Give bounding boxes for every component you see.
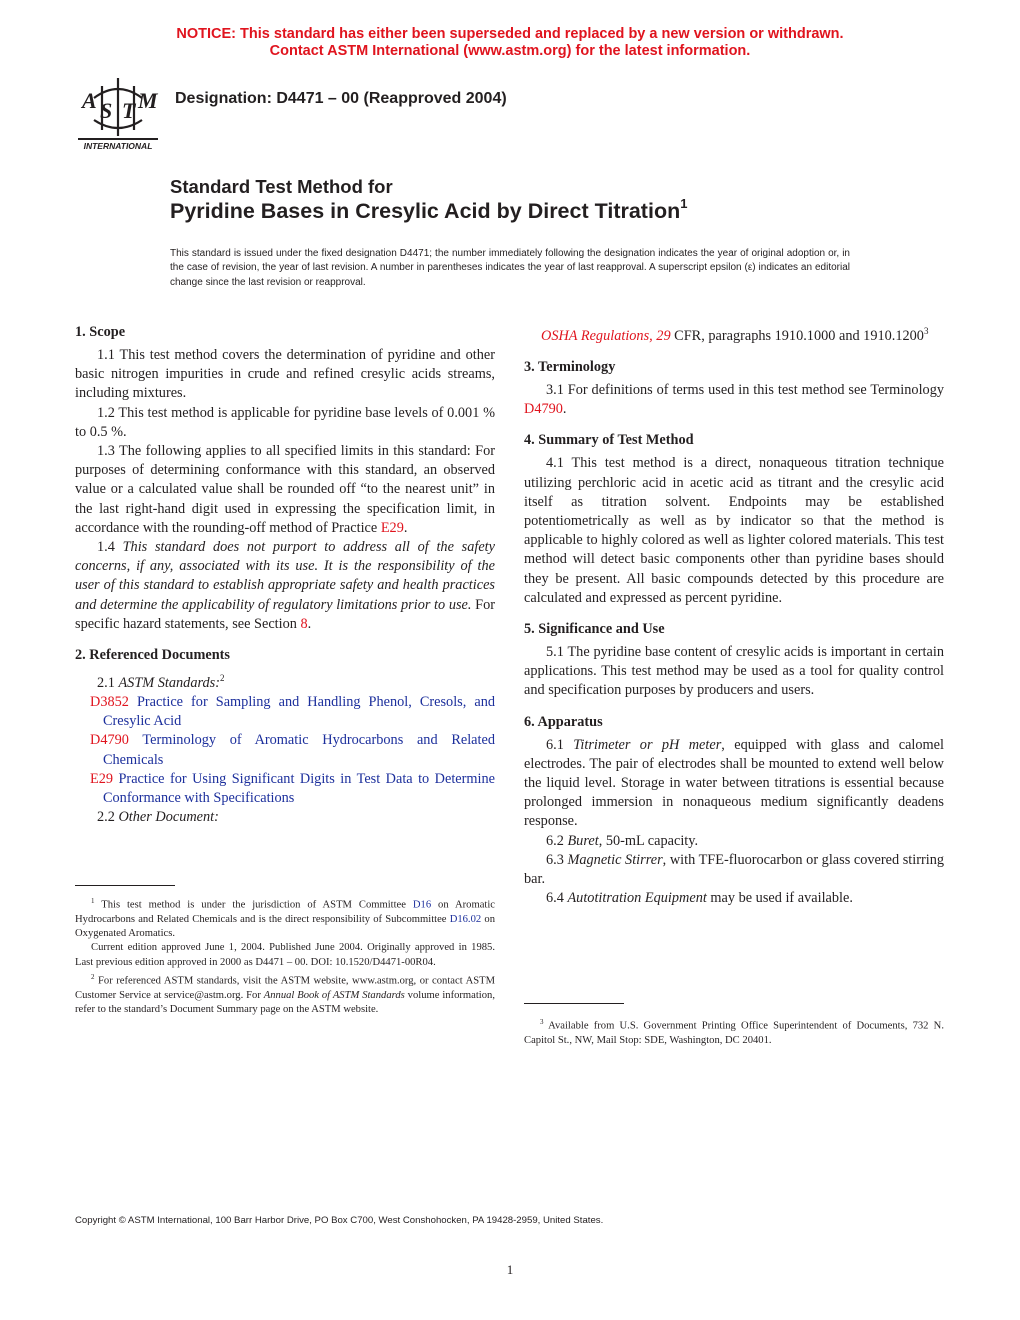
- para-6-3-rest: , with TFE-fluorocarbon or glass covered stirring bar.: [524, 851, 944, 888]
- ref-item: [75, 731, 495, 769]
- footnote-2: [75, 970, 495, 1017]
- para-3-1-text: 3.1 For definitions of terms used in this test method see Terminology: [546, 381, 944, 398]
- para-1-4-italic: This standard does not purport to address all of the safety concerns, if any, associated with its use. It is the responsibility of the user of this standard to establish appropriate safety and health practices and determine the applicability of regulatory limitations prior to use.: [75, 539, 495, 613]
- para-1-3-text: 1.3 The following applies to all specified limits in this standard: For purposes of determining conformance with this standard, an observed value or a calculated value shall be rounded off “to the nearest unit” in the last right-hand digit used in expressing the specification limit, in accordance with the rounding-off method of Practice: [75, 443, 495, 536]
- para-6-4: [524, 889, 944, 908]
- para-1-2: 1.2 This test method is applicable for pyridine base levels of 0.001 % to 0.5 %.: [75, 404, 495, 440]
- link-e29[interactable]: E29: [380, 519, 404, 536]
- section-4-heading: 4. Summary of Test Method: [524, 432, 694, 449]
- ref-code-e29[interactable]: E29: [90, 770, 114, 787]
- para-6-1: [524, 736, 944, 832]
- footnote-3: [524, 1015, 944, 1048]
- para-1-4-end: .: [307, 615, 312, 632]
- footnote-1-c: on Oxygenated Aromatics.: [75, 913, 495, 940]
- ref-code-d3852[interactable]: D3852: [90, 694, 129, 711]
- ref-item: [75, 770, 495, 808]
- link-section-8[interactable]: 8: [300, 615, 308, 632]
- para-1-4: [75, 538, 495, 634]
- para-2-2-num: 2.2: [97, 809, 115, 826]
- para-6-1-num: 6.1: [546, 736, 564, 753]
- page-title: [170, 198, 687, 224]
- section-2-heading: 2. Referenced Documents: [75, 647, 230, 664]
- footnotes-left: [75, 894, 495, 1017]
- para-1-4-num: 1.4: [97, 539, 115, 556]
- para-6-3-italic: Magnetic Stirrer: [567, 851, 663, 868]
- para-6-4-rest: may be used if available.: [710, 890, 853, 907]
- footnote-1-mark: 1: [91, 897, 95, 905]
- ref-title[interactable]: Practice for Sampling and Handling Phenol, Cresols, and Cresylic Acid: [103, 694, 495, 730]
- para-6-4-italic: Autotitration Equipment: [567, 890, 707, 907]
- para-4-1: 4.1 This test method is a direct, nonaqueous titration technique utilizing perchloric acid in acetic acid as titrant and the cresylic acid itself as titration solvent. Endpoints may be established potentiometrically as well as by indicator so that the method is applicable to highly colored as well as lighter colored materials. This test method will detect basic components other than pyridine bases should they be present. All basic compounds detected by this procedure are calculated and expressed as percent pyridine.: [524, 455, 944, 606]
- para-3-1-end: .: [562, 401, 567, 418]
- para-6-3: [524, 851, 944, 889]
- para-6-1-rest: , equipped with glass and calomel electrodes. The pair of electrodes shall be mounted to extend well below the liquid level. Storage in water between titrations is essential because prolonged immersion in nonaqueous medium significantly deadens response.: [524, 736, 944, 830]
- svg-text:T: T: [122, 98, 136, 123]
- ref-title[interactable]: Practice for Using Significant Digits in Test Data to Determine Conformance with Specifications: [103, 770, 495, 807]
- para-2-2-label: Other Document:: [118, 809, 219, 826]
- copyright: Copyright © ASTM International, 100 Barr Harbor Drive, PO Box C700, West Conshohocken, PA 19428-2959, United States.: [75, 1215, 604, 1226]
- para-2-1-mark: 2: [220, 673, 225, 684]
- link-d16-02[interactable]: D16.02: [449, 913, 482, 925]
- para-6-4-num: 6.4: [546, 890, 564, 907]
- svg-text:A: A: [82, 88, 97, 113]
- svg-text:M: M: [138, 88, 158, 113]
- footnotes-right: [524, 1015, 944, 1048]
- para-2-1-label: ASTM Standards:: [118, 674, 220, 691]
- para-1-3-end: .: [403, 519, 408, 536]
- osha-reference: [524, 322, 944, 346]
- para-1-3: [75, 442, 495, 538]
- para-6-2: [524, 832, 944, 851]
- title-footnote-mark: 1: [680, 196, 688, 211]
- para-1-1: 1.1 This test method covers the determination of pyridine and other basic nitrogen impurities in crude and refined cresylic acids streams, including mixtures.: [75, 347, 495, 402]
- para-2-1: [75, 669, 495, 693]
- footnote-divider-right: [524, 1003, 624, 1004]
- ref-item: [75, 693, 495, 731]
- issued-note: This standard is issued under the fixed designation D4471; the number immediately following the designation indicates the year of original adoption or, in the case of revision, the year of last revision. A number in parentheses indicates the year of last reapproval. A superscript epsilon (ε) indicates an editorial change since the last revision or reapproval.: [170, 248, 850, 288]
- right-column: [524, 322, 944, 908]
- link-d4790[interactable]: D4790: [524, 401, 563, 418]
- para-1-4-rest: For specific hazard statements, see Section: [75, 596, 495, 632]
- section-5-heading: 5. Significance and Use: [524, 621, 665, 637]
- notice-line-1: NOTICE: This standard has either been superseded and replaced by a new version or withdrawn.: [176, 26, 844, 42]
- link-osha-regulations[interactable]: OSHA Regulations, 29: [541, 327, 671, 344]
- para-6-2-num: 6.2: [546, 832, 564, 849]
- footnote-2-italic: Annual Book of ASTM Standards: [263, 989, 405, 1001]
- link-d16[interactable]: D16: [412, 899, 432, 911]
- svg-text:S: S: [100, 98, 113, 123]
- footnote-divider-left: [75, 885, 175, 886]
- osha-mark: 3: [923, 326, 929, 336]
- para-6-1-italic: Titrimeter or pH meter: [573, 736, 722, 753]
- designation: Designation: D4471 – 00 (Reapproved 2004): [175, 90, 507, 107]
- page-number: 1: [506, 1262, 514, 1277]
- left-column: [75, 322, 495, 827]
- title-text: Pyridine Bases in Cresylic Acid by Direct Titration: [170, 199, 681, 224]
- para-2-1-num: 2.1: [97, 674, 115, 691]
- footnote-1-edition: Current edition approved June 1, 2004. Published June 2004. Originally approved in 1985. Last previous edition approved in 2000 as D4471 – 00. DOI: 10.1520/D4471-00R04.: [75, 942, 495, 968]
- section-6-heading: 6. Apparatus: [524, 713, 603, 730]
- withdrawal-notice: [0, 26, 1020, 60]
- para-6-2-italic: Buret: [567, 832, 599, 849]
- para-3-1: [524, 381, 944, 419]
- footnote-2-b: volume information, refer to the standard’s Document Summary page on the ASTM website.: [75, 989, 495, 1016]
- footnote-3-text: Available from U.S. Government Printing Office Superintendent of Documents, 732 N. Capitol St., NW, Mail Stop: SDE, Washington, DC 20401.: [524, 1020, 944, 1046]
- footnote-2-a: For referenced ASTM standards, visit the ASTM website, www.astm.org, or contact ASTM Customer Service at service@astm.org. For: [75, 975, 495, 1001]
- ref-title[interactable]: Terminology of Aromatic Hydrocarbons and Related Chemicals: [103, 732, 495, 768]
- ref-code-d4790[interactable]: D4790: [90, 732, 129, 749]
- footnote-1-a: This test method is under the jurisdiction of ASTM Committee: [101, 899, 406, 911]
- notice-line-2: Contact ASTM International (www.astm.org) for the latest information.: [269, 43, 751, 59]
- footnote-3-mark: 3: [540, 1018, 544, 1026]
- section-1-heading: 1. Scope: [75, 324, 126, 340]
- para-5-1: 5.1 The pyridine base content of cresylic acids is important in certain applications. This test method may be used as a tool for quality control and specification purposes by producers and users.: [524, 644, 944, 699]
- osha-text: CFR, paragraphs 1910.1000 and 1910.1200: [674, 327, 924, 344]
- para-6-2-rest: , 50-mL capacity.: [598, 832, 699, 849]
- section-3-heading: 3. Terminology: [524, 358, 616, 375]
- para-2-2: [75, 808, 495, 827]
- footnote-1: [75, 894, 495, 941]
- footnote-1-b: on Aromatic Hydrocarbons and Related Chemicals and is the direct responsibility of Subcommittee: [75, 899, 495, 925]
- astm-logo-icon: [74, 74, 162, 152]
- footnote-2-mark: 2: [91, 973, 95, 982]
- logo-text: INTERNATIONAL: [83, 141, 153, 151]
- title-prefix: Standard Test Method for: [170, 176, 393, 197]
- para-6-3-num: 6.3: [546, 851, 564, 868]
